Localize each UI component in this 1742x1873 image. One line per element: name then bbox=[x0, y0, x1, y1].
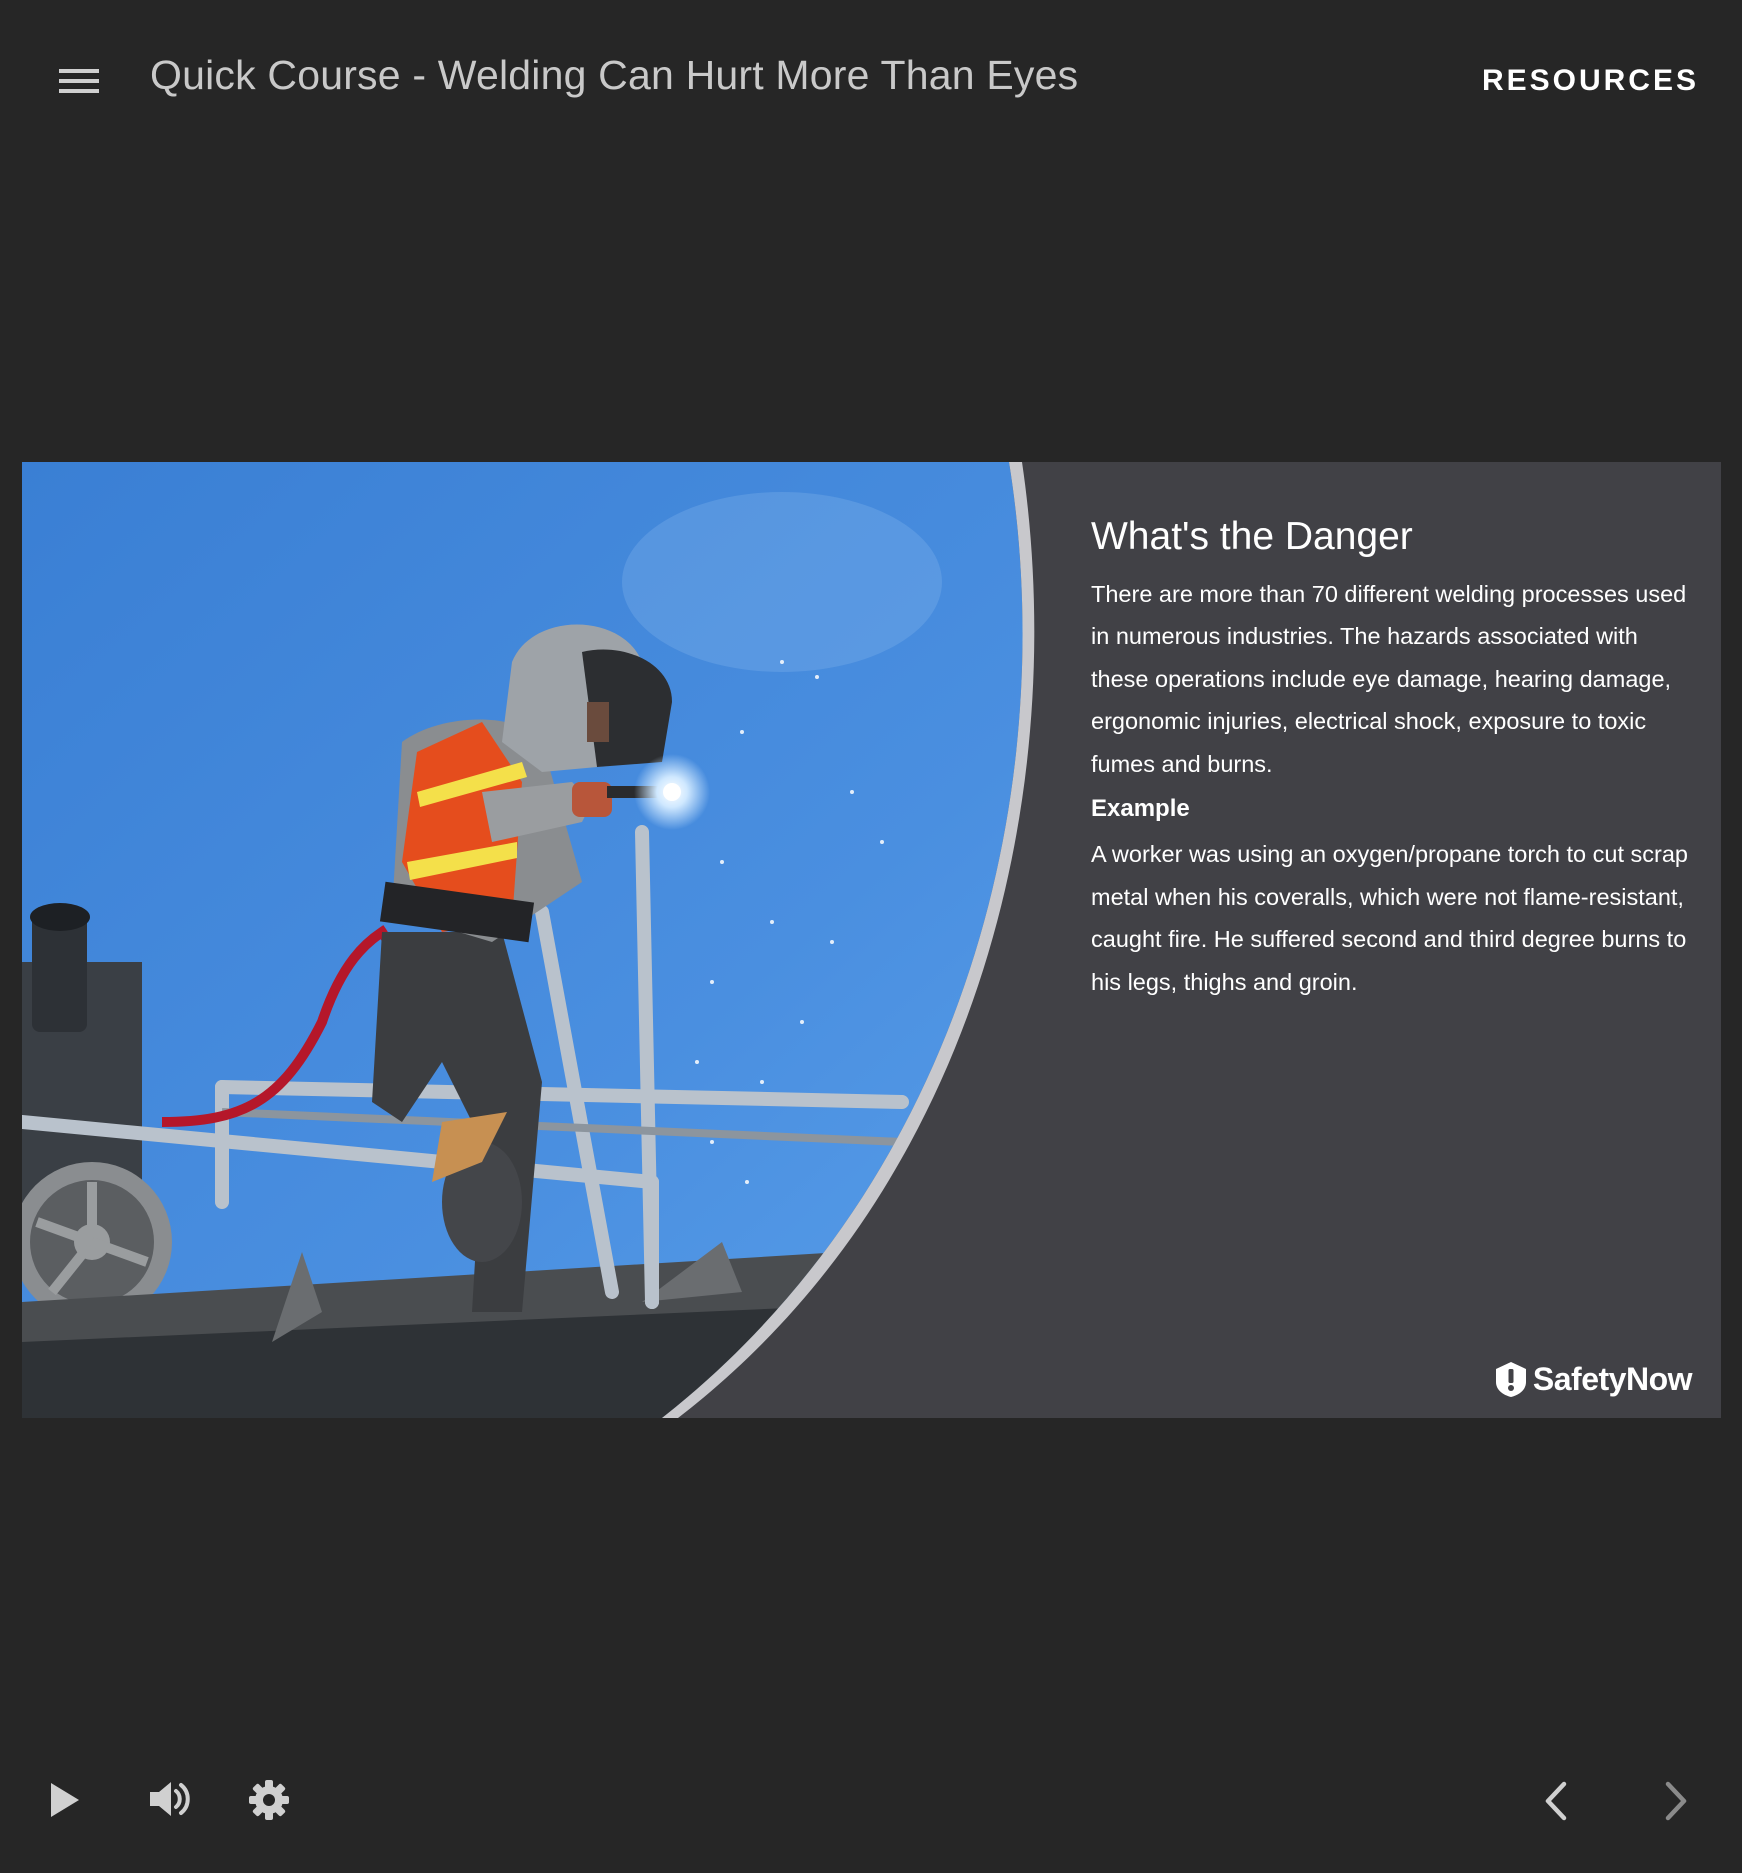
slide bbox=[22, 462, 1721, 1418]
brand-name: SafetyNow bbox=[1532, 1360, 1692, 1397]
play-button[interactable] bbox=[48, 1780, 82, 1825]
example-text: A worker was using an oxygen/propane torch to cut scrap metal when his coveralls, which were not flame-resistant, caught fire. He suffered second and third degree burns to his legs, thighs and groin. bbox=[1091, 841, 1688, 995]
safetynow-shield-icon bbox=[1493, 1360, 1529, 1398]
course-title: Quick Course - Welding Can Hurt More Than Eyes bbox=[150, 52, 1079, 98]
brand-logo bbox=[1493, 1360, 1692, 1398]
slide-intro-text: There are more than 70 different welding processes used in numerous industries. The hazards associated with these operations include eye damage, hearing damage, ergonomic injuries, electrical shock, exposure to toxic fumes and burns. bbox=[1091, 580, 1687, 777]
menu-button[interactable] bbox=[56, 66, 104, 98]
slide-heading: What's the Danger bbox=[1091, 515, 1413, 558]
volume-icon bbox=[147, 1778, 193, 1820]
top-bar bbox=[0, 0, 1742, 160]
hamburger-menu-icon bbox=[56, 66, 102, 96]
previous-slide-button[interactable] bbox=[1540, 1780, 1570, 1827]
volume-button[interactable] bbox=[147, 1778, 193, 1825]
resources-button[interactable]: RESOURCES bbox=[1481, 64, 1699, 97]
example-heading: Example bbox=[1091, 795, 1190, 823]
chevron-left-icon bbox=[1540, 1780, 1570, 1822]
gear-icon bbox=[247, 1778, 291, 1822]
slide-text-panel bbox=[1091, 514, 1691, 1003]
settings-button[interactable] bbox=[247, 1778, 291, 1827]
next-slide-button[interactable] bbox=[1662, 1780, 1692, 1827]
player-controls bbox=[0, 1760, 1742, 1840]
play-icon bbox=[48, 1780, 82, 1820]
chevron-right-icon bbox=[1662, 1780, 1692, 1822]
